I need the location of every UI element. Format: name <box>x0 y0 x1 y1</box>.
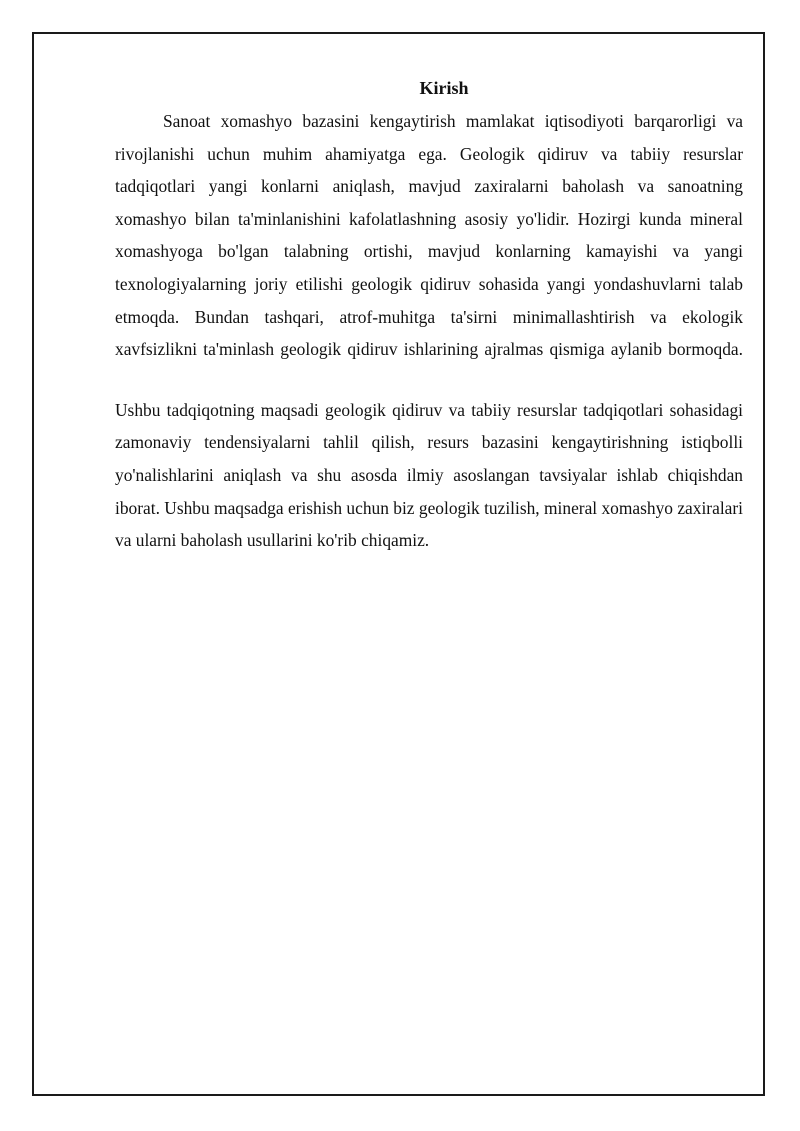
intro-paragraph-2: Ushbu tadqiqotning maqsadi geologik qidiruv va tabiiy resurslar tadqiqotlari sohasidagi zamonaviy tendensiyalarni tahlil qilish, resurs bazasini kengaytirishning istiqbolli yo'nalishlarini aniqlash va shu asosda ilmiy asoslangan tavsiyalar ishlab chiqishdan iborat. Ushbu maqsadga erishish uchun biz geologik tuzilish, mineral xomashyo zaxiralari va ularni baholash usullarini ko'rib chiqamiz. <box>115 399 743 551</box>
section-heading: Kirish <box>419 78 469 98</box>
intro-paragraph-1: Sanoat xomashyo bazasini kengaytirish mamlakat iqtisodiyoti barqarorligi va rivojlanishi uchun muhim ahamiyatga ega. Geologik qidiruv va tabiiy resurslar tadqiqotlari yangi konlarni aniqlash, mavjud zaxiralarni baholash va sanoatning xomashyo bilan ta'minlanishini kafolatlashning asosiy yo'lidir. Hozirgi kunda mineral xomashyoga bo'lgan talabning ortishi, mavjud konlarning kamayishi va yangi texnologiyalarning joriy etilishi geologik qidiruv sohasida yangi yondashuvlarni talab etmoqda. Bundan tashqari, atrof-muhitga ta'sirni minimallashtirish va ekologik xavfsizlikni ta'minlash geologik qidiruv ishlarining ajralmas qismiga aylanib bormoqda. <box>115 111 743 360</box>
document-body <box>115 76 743 557</box>
